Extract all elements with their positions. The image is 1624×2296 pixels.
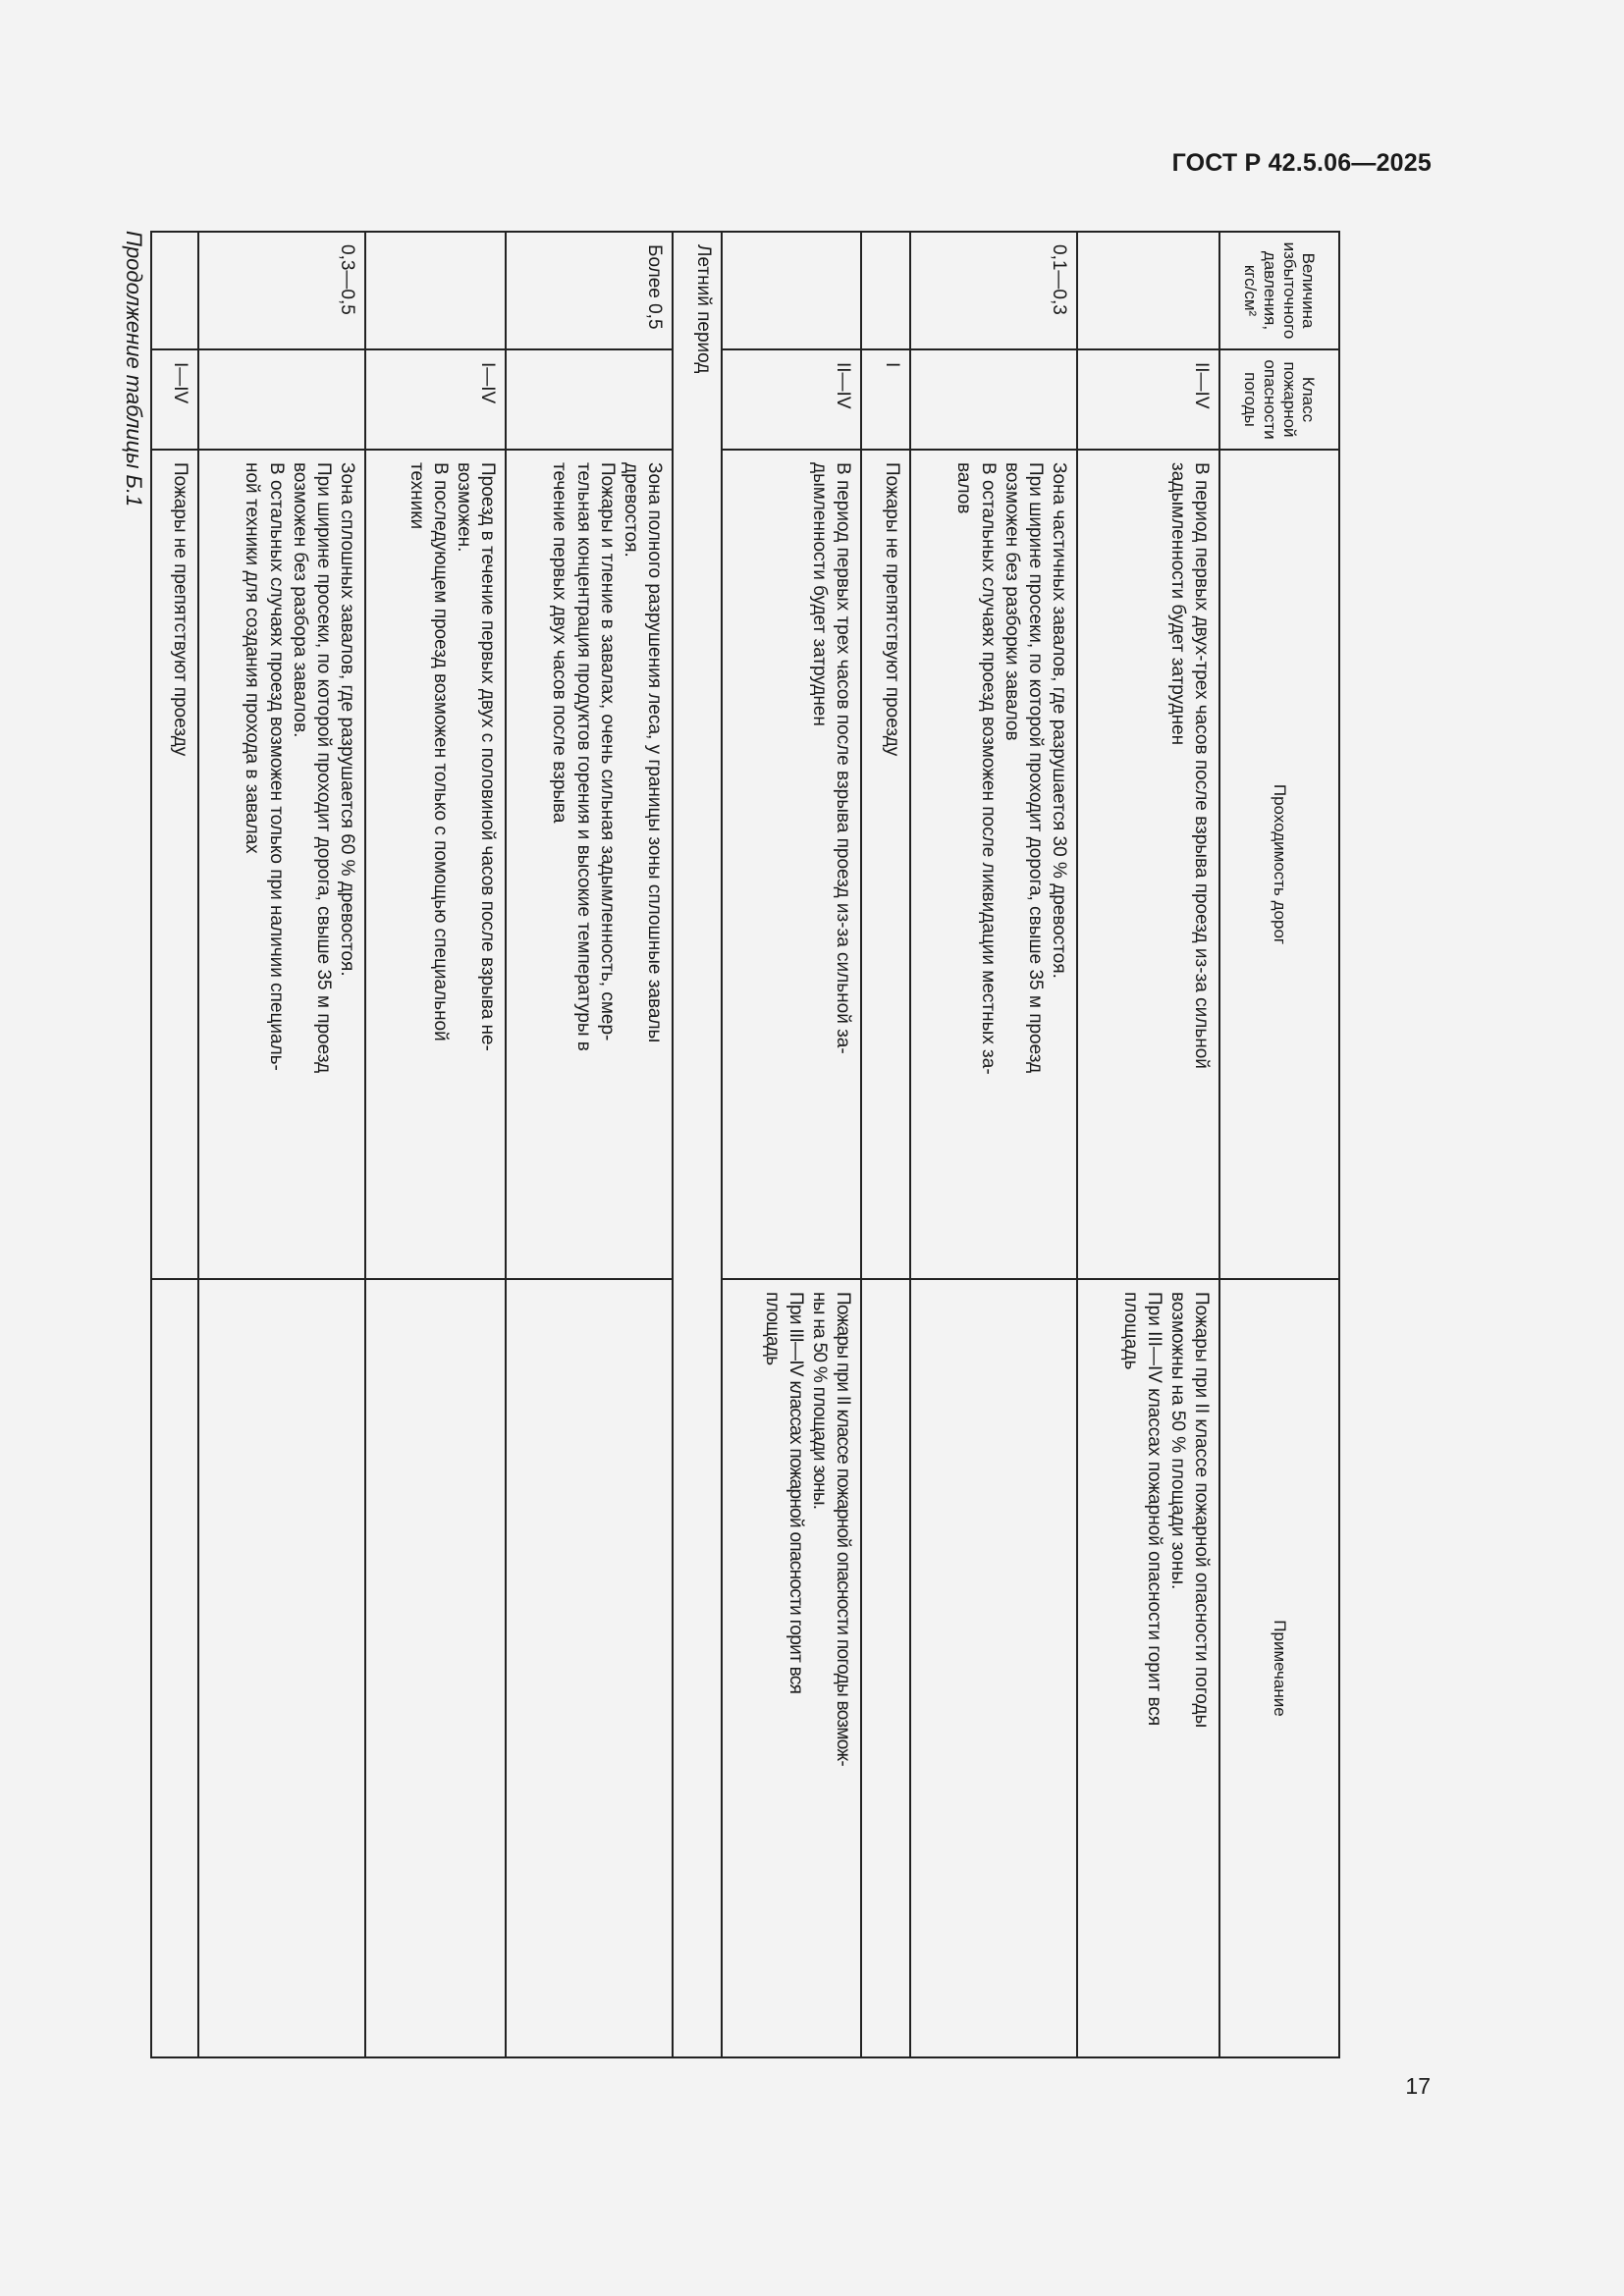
document-code: ГОСТ Р 42.5.06—2025 [1171,149,1432,177]
table-row [151,232,198,2057]
cell-note [722,1279,861,2057]
text-line: Пожары при II классе пожарной опасности погоды [1191,1292,1212,1729]
text-line: древостоя. [620,462,641,558]
text-line: При ширине просеки, по которой проходит дорога, свыше 35 м проезд [312,462,334,1074]
cell-pressure [722,232,861,349]
header-line: погоды [1241,372,1261,427]
cell-roads [1077,450,1219,1279]
column-header-roads: Проходимость дорог [1219,450,1339,1279]
table-row [365,232,506,2057]
cell-note [506,1279,673,2057]
cell-pressure [861,232,910,349]
text-line: Зона частичных завалов, где разрушается 30 % древостоя. [1049,462,1069,979]
text-line: При ширине просеки, по которой проходит дорога, свыше 35 м проезд [1024,462,1046,1074]
table-row [861,232,910,2057]
text-line: дымленности будет затруднен [808,462,830,726]
header-line: пожарной [1279,361,1299,438]
header-line: Класс [1299,376,1319,423]
cell-pressure [365,232,506,349]
text-line: площадь [761,1292,783,1365]
table-caption: Продолжение таблицы Б.1 [122,231,146,507]
cell-note [198,1279,365,2057]
text-line: тельная концентрация продуктов горения и высокие температуры в [572,462,594,1051]
text-line: течение первых двух часов после взрыва [549,462,570,824]
cell-roads [506,450,673,1279]
table-header-row [1219,232,1339,2057]
cell-fire-class [198,349,365,450]
text-line: валов [953,462,975,514]
text-line: В последующем проезд возможен только с помощью специальной [429,462,451,1041]
text-line: задымленности будет затруднен [1166,462,1188,746]
cell-pressure [1077,232,1219,349]
cell-fire-class [910,349,1077,450]
text-line: В период первых двух-трех часов после взрыва проезд из-за сильной [1191,462,1212,1069]
cell-pressure: 0,3—0,5 [198,232,365,349]
cell-note [1077,1279,1219,2057]
table-row [910,232,1077,2057]
text-line: возможен. [453,462,474,553]
cell-fire-class: II—IV [722,349,861,450]
cell-note [861,1279,910,2057]
header-line: избыточного [1279,241,1299,340]
cell-pressure [151,232,198,349]
column-header-note: Примечание [1219,1279,1339,2057]
table-row [506,232,673,2057]
text-line: площадь [1119,1292,1141,1370]
cell-note [365,1279,506,2057]
text-line: При III—IV классах пожарной опасности горит вся [1143,1292,1164,1727]
table-row [1077,232,1219,2057]
text-line: В остальных случаях проезд возможен только при наличии специаль- [265,462,287,1071]
cell-pressure: 0,1—0,3 [910,232,1077,349]
cell-fire-class: I [861,349,910,450]
cell-roads [151,450,198,1279]
text-line: Пожары не препятствуют проезду [882,462,902,757]
cell-fire-class: I—IV [151,349,198,450]
text-line: Пожары при II классе пожарной опасности погоды возмож- [833,1292,853,1767]
text-line: ны на 50 % площади зоны. [808,1292,830,1510]
text-line: В остальных случаях проезд возможен после ликвидации местных за- [977,462,999,1075]
rotated-table-block [122,231,1340,2056]
header-line: опасности [1261,359,1279,440]
cell-fire-class [506,349,673,450]
text-line: При III—IV классах пожарной опасности горит вся [785,1292,806,1694]
text-line: Пожары и тление в завалах, очень сильная задымленность, смер- [596,462,618,1041]
table-row [198,232,365,2057]
text-line: Проезд в течение первых двух с половиной часов после взрыва не- [477,462,498,1051]
cell-roads [722,450,861,1279]
cell-note [910,1279,1077,2057]
cell-roads [198,450,365,1279]
cell-roads [365,450,506,1279]
cell-note [151,1279,198,2057]
page-number: 17 [1405,2073,1431,2099]
cell-pressure: Более 0,5 [506,232,673,349]
text-line: возможен без разбора завалов. [289,462,310,738]
table-section-row [673,232,722,2057]
header-line: Величина [1299,252,1319,329]
section-label: Летний период [673,232,722,2057]
cell-fire-class: I—IV [365,349,506,450]
header-line: давления, кгс/см² [1241,250,1279,331]
column-header-fire-class [1219,349,1339,450]
text-line: Зона сплошных завалов, где разрушается 60 % древостоя. [337,462,357,977]
text-line: Пожары не препятствуют проезду [170,462,190,757]
text-line: возможен без разборки завалов [1001,462,1022,741]
text-line: Зона полного разрушения леса, у границы зоны сплошные завалы [644,462,665,1043]
data-table [150,231,1340,2058]
text-line: В период первых трех часов после взрыва проезд из-за сильной за- [833,462,853,1054]
cell-roads [910,450,1077,1279]
text-line: ной техники для создания прохода в завалах [242,462,263,854]
column-header-pressure [1219,232,1339,349]
cell-fire-class: II—IV [1077,349,1219,450]
cell-roads [861,450,910,1279]
table-row [722,232,861,2057]
text-line: возможны на 50 % площади зоны. [1166,1292,1188,1590]
text-line: техники [406,462,427,530]
